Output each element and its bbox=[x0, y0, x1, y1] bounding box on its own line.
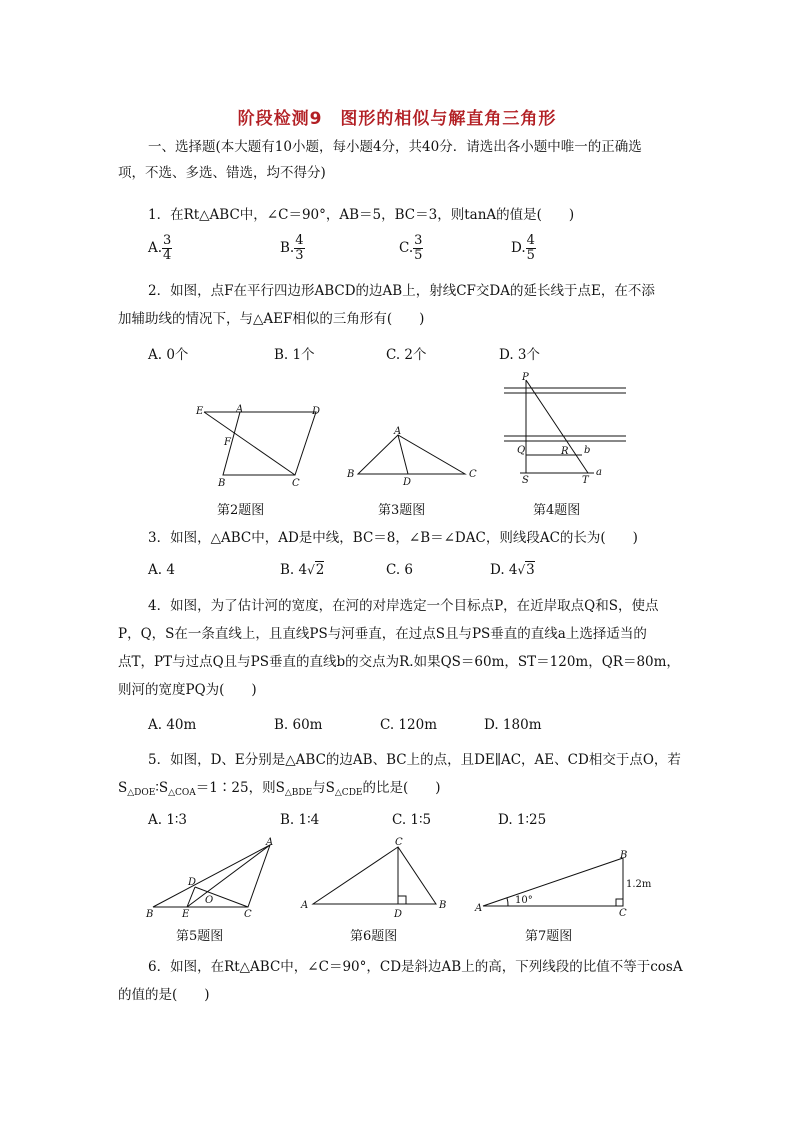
label-a: A bbox=[236, 404, 244, 415]
triangle-abc bbox=[483, 858, 623, 906]
label-c: C bbox=[619, 908, 627, 919]
label-b: B bbox=[218, 478, 226, 489]
q3-option-b: B. 4√2 bbox=[280, 562, 325, 578]
q1-option-d: D. $\frac{4}{5}$ bbox=[511, 233, 535, 263]
label-a: A bbox=[394, 426, 402, 437]
figure-6 bbox=[300, 833, 450, 923]
label-f: F bbox=[224, 437, 231, 448]
label-q: Q bbox=[517, 445, 526, 456]
figure-3 bbox=[345, 425, 485, 490]
fig5-caption: 第5题图 bbox=[176, 929, 224, 944]
label-b: B bbox=[146, 909, 154, 920]
angle-arc bbox=[507, 898, 508, 906]
q4-option-a: A. 40m bbox=[148, 717, 197, 733]
q5-option-c: C. 1∶5 bbox=[392, 812, 432, 828]
label-a-line: a bbox=[596, 467, 602, 478]
line-pt bbox=[526, 380, 591, 473]
label-angle: 10° bbox=[515, 895, 533, 906]
q4-line2: P，Q，S在一条直线上，且直线PS与河垂直，在过点S且与PS垂直的直线a上选择适当的 bbox=[118, 626, 647, 642]
triangle-abc bbox=[313, 847, 436, 904]
q2-option-b: B. 1个 bbox=[274, 347, 315, 363]
label-c: C bbox=[395, 837, 403, 848]
q3-option-c: C. 6 bbox=[386, 562, 414, 578]
q4-option-b: B. 60m bbox=[274, 717, 323, 733]
q2-option-a: A. 0个 bbox=[148, 347, 189, 363]
q4-line4: 则河的宽度PQ为( ) bbox=[118, 682, 257, 698]
q5-line2: $S_{\triangle DOE}∶S_{\triangle COA}=1∶25$，则$S_{\triangle BDE}$与$S_{\triangle CDE}$的比是( ) bbox=[118, 780, 441, 798]
fig4-caption: 第4题图 bbox=[533, 503, 581, 518]
q2-option-d: D. 3个 bbox=[499, 347, 541, 363]
q1-option-b: B. $\frac{4}{3}$ bbox=[280, 233, 304, 263]
label-b: B bbox=[620, 850, 628, 861]
q6-line1: 6．如图，在Rt△ABC中，∠C＝90°，CD是斜边AB上的高，下列线段的比值不等于cosA bbox=[148, 959, 683, 975]
segment-cd bbox=[195, 887, 248, 907]
label-c: C bbox=[292, 478, 300, 489]
q4-line3: 点T，PT与过点Q且与PS垂直的直线b的交点为R.如果QS＝60m，ST＝120m，QR＝80m， bbox=[118, 654, 680, 670]
q1-stem: 1．在Rt△ABC中，∠C＝90°，AB＝5，BC＝3，则tanA的值是( ) bbox=[148, 207, 575, 223]
label-height: 1.2m bbox=[626, 879, 652, 890]
label-d: D bbox=[394, 909, 403, 920]
q1-option-a: A. $\frac{3}{4}$ bbox=[148, 233, 172, 263]
q5-line1: 5．如图，D、E分别是△ABC的边AB、BC上的点，且DE∥AC，AE、CD相交于点O，若 bbox=[148, 752, 681, 768]
label-d: D bbox=[188, 877, 197, 888]
label-s: S bbox=[522, 475, 529, 486]
label-b-line: b bbox=[584, 445, 591, 456]
q6-line2: 的值的是( ) bbox=[118, 987, 210, 1003]
section-heading-line2: 项，不选、多选、错选，均不得分) bbox=[118, 165, 326, 181]
label-c: C bbox=[244, 909, 252, 920]
label-b: B bbox=[439, 900, 447, 911]
page-title: 阶段检测9 图形的相似与解直角三角形 bbox=[237, 109, 557, 129]
fig7-caption: 第7题图 bbox=[525, 929, 573, 944]
label-a: A bbox=[475, 903, 483, 914]
figure-7 bbox=[470, 850, 650, 920]
fig2-caption: 第2题图 bbox=[217, 503, 265, 518]
right-angle-mark bbox=[616, 899, 623, 906]
figure-5 bbox=[145, 835, 280, 920]
q1-option-c: C. $\frac{3}{5}$ bbox=[399, 233, 423, 263]
q3-stem: 3．如图，△ABC中，AD是中线，BC＝8，∠B＝∠DAC，则线段AC的长为( ) bbox=[148, 530, 638, 546]
label-e: E bbox=[182, 909, 190, 920]
q4-line1: 4．如图，为了估计河的宽度，在河的对岸选定一个目标点P，在近岸取点Q和S，使点 bbox=[148, 598, 659, 614]
label-r: R bbox=[561, 446, 569, 457]
segment-ad bbox=[398, 435, 408, 474]
fig6-caption: 第6题图 bbox=[350, 929, 398, 944]
segment-ae bbox=[187, 845, 270, 907]
section-heading-line1: 一、选择题(本大题有10小题，每小题4分，共40分．请选出各小题中唯一的正确选 bbox=[148, 139, 642, 155]
q2-line2: 加辅助线的情况下，与△AEF相似的三角形有( ) bbox=[118, 311, 425, 327]
segment-ec bbox=[204, 412, 295, 475]
triangle-abc bbox=[358, 435, 465, 474]
label-a: A bbox=[266, 837, 274, 848]
q5-option-d: D. 1∶25 bbox=[498, 812, 547, 828]
label-b: B bbox=[347, 469, 355, 480]
figure-4 bbox=[500, 370, 640, 490]
right-angle-mark bbox=[398, 896, 406, 904]
q3-option-a: A. 4 bbox=[148, 562, 175, 578]
label-e: E bbox=[196, 406, 204, 417]
q2-option-c: C. 2个 bbox=[386, 347, 427, 363]
q5-option-b: B. 1∶4 bbox=[280, 812, 320, 828]
label-p: P bbox=[522, 372, 529, 383]
q4-option-d: D. 180m bbox=[484, 717, 542, 733]
parallelogram-abcd bbox=[223, 412, 316, 475]
label-a: A bbox=[301, 900, 309, 911]
label-c: C bbox=[469, 469, 477, 480]
figure-2 bbox=[190, 400, 340, 490]
label-d: D bbox=[403, 477, 412, 488]
label-t: T bbox=[582, 475, 589, 486]
q4-option-c: C. 120m bbox=[380, 717, 437, 733]
q2-line1: 2．如图，点F在平行四边形ABCD的边AB上，射线CF交DA的延长线于点E，在不添 bbox=[148, 283, 655, 299]
label-o: O bbox=[205, 895, 214, 906]
fig3-caption: 第3题图 bbox=[378, 503, 426, 518]
label-d: D bbox=[312, 406, 321, 417]
q5-option-a: A. 1∶3 bbox=[148, 812, 188, 828]
q3-option-d: D. 4√3 bbox=[490, 562, 535, 578]
